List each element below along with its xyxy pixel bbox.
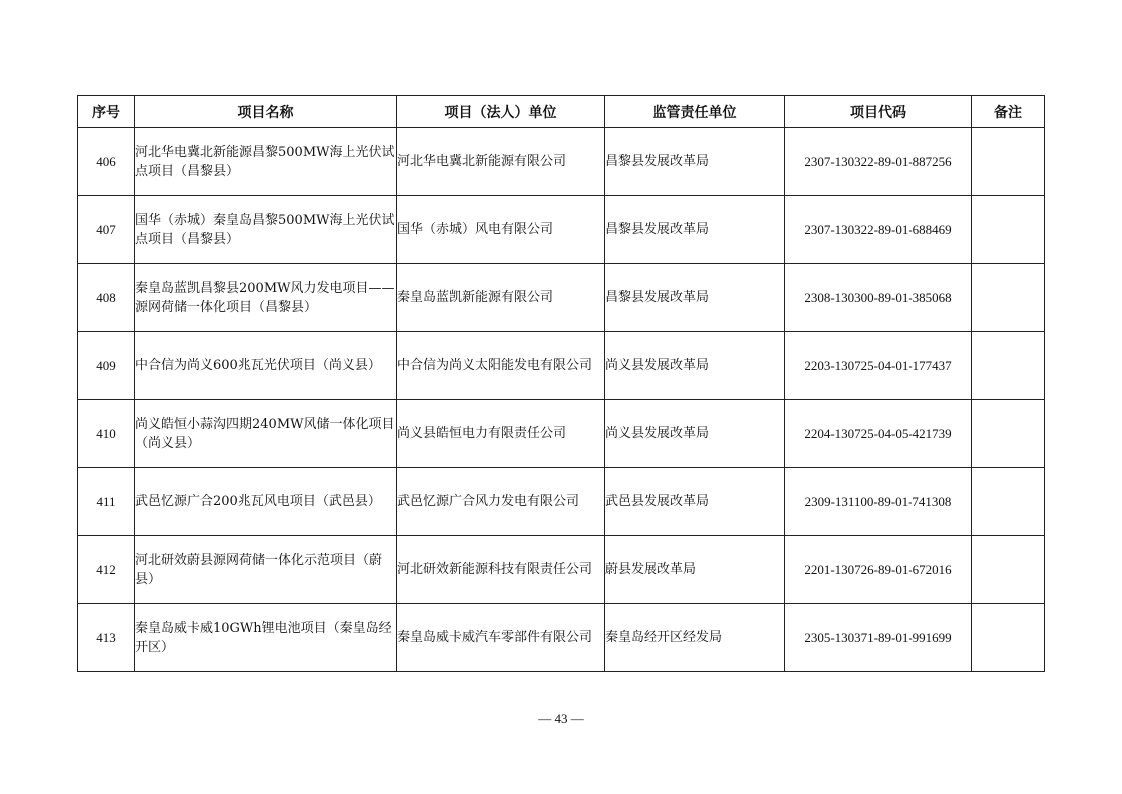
cell-project-unit: 河北华电冀北新能源有限公司 xyxy=(397,128,605,196)
cell-seq: 409 xyxy=(78,332,135,400)
cell-project-code: 2307-130322-89-01-688469 xyxy=(785,196,972,264)
cell-project-name: 尚义皓恒小蒜沟四期240MW风储一体化项目（尚义县） xyxy=(135,400,397,468)
cell-note xyxy=(972,400,1045,468)
cell-project-code: 2203-130725-04-01-177437 xyxy=(785,332,972,400)
cell-project-unit: 秦皇岛蓝凯新能源有限公司 xyxy=(397,264,605,332)
header-seq: 序号 xyxy=(78,96,135,128)
cell-project-code: 2204-130725-04-05-421739 xyxy=(785,400,972,468)
cell-project-code: 2308-130300-89-01-385068 xyxy=(785,264,972,332)
project-table xyxy=(77,95,1045,672)
cell-project-code: 2307-130322-89-01-887256 xyxy=(785,128,972,196)
cell-project-code: 2305-130371-89-01-991699 xyxy=(785,604,972,672)
cell-supervising-dept: 昌黎县发展改革局 xyxy=(605,128,785,196)
cell-note xyxy=(972,536,1045,604)
cell-project-name: 秦皇岛蓝凯昌黎县200MW风力发电项目——源网荷储一体化项目（昌黎县） xyxy=(135,264,397,332)
page-number: — 43 — xyxy=(538,711,584,726)
cell-supervising-dept: 昌黎县发展改革局 xyxy=(605,264,785,332)
cell-project-name: 武邑忆源广合200兆瓦风电项目（武邑县） xyxy=(135,468,397,536)
table-row xyxy=(78,264,1045,332)
header-project-unit: 项目（法人）单位 xyxy=(397,96,605,128)
table-row xyxy=(78,400,1045,468)
cell-supervising-dept: 昌黎县发展改革局 xyxy=(605,196,785,264)
header-supervising-dept: 监管责任单位 xyxy=(605,96,785,128)
cell-supervising-dept: 武邑县发展改革局 xyxy=(605,468,785,536)
cell-project-code: 2309-131100-89-01-741308 xyxy=(785,468,972,536)
cell-note xyxy=(972,332,1045,400)
table-header-row xyxy=(78,96,1045,128)
cell-seq: 412 xyxy=(78,536,135,604)
table-row xyxy=(78,332,1045,400)
cell-note xyxy=(972,196,1045,264)
cell-supervising-dept: 尚义县发展改革局 xyxy=(605,400,785,468)
header-project-name: 项目名称 xyxy=(135,96,397,128)
cell-project-name: 国华（赤城）秦皇岛昌黎500MW海上光伏试点项目（昌黎县） xyxy=(135,196,397,264)
cell-note xyxy=(972,128,1045,196)
table-row xyxy=(78,468,1045,536)
cell-project-name: 中合信为尚义600兆瓦光伏项目（尚义县） xyxy=(135,332,397,400)
cell-note xyxy=(972,604,1045,672)
cell-note xyxy=(972,468,1045,536)
cell-seq: 406 xyxy=(78,128,135,196)
cell-project-name: 秦皇岛威卡威10GWh锂电池项目（秦皇岛经开区） xyxy=(135,604,397,672)
table-row xyxy=(78,536,1045,604)
header-project-code: 项目代码 xyxy=(785,96,972,128)
cell-project-name: 河北研效蔚县源网荷储一体化示范项目（蔚县） xyxy=(135,536,397,604)
table-row xyxy=(78,196,1045,264)
cell-supervising-dept: 秦皇岛经开区经发局 xyxy=(605,604,785,672)
cell-project-unit: 国华（赤城）风电有限公司 xyxy=(397,196,605,264)
cell-project-unit: 河北研效新能源科技有限责任公司 xyxy=(397,536,605,604)
cell-seq: 407 xyxy=(78,196,135,264)
cell-seq: 408 xyxy=(78,264,135,332)
cell-seq: 410 xyxy=(78,400,135,468)
cell-project-unit: 武邑忆源广合风力发电有限公司 xyxy=(397,468,605,536)
cell-supervising-dept: 尚义县发展改革局 xyxy=(605,332,785,400)
cell-project-unit: 中合信为尚义太阳能发电有限公司 xyxy=(397,332,605,400)
cell-project-code: 2201-130726-89-01-672016 xyxy=(785,536,972,604)
cell-project-unit: 秦皇岛威卡威汽车零部件有限公司 xyxy=(397,604,605,672)
cell-project-unit: 尚义县皓恒电力有限责任公司 xyxy=(397,400,605,468)
cell-seq: 411 xyxy=(78,468,135,536)
cell-project-name: 河北华电冀北新能源昌黎500MW海上光伏试点项目（昌黎县） xyxy=(135,128,397,196)
header-note: 备注 xyxy=(972,96,1045,128)
cell-supervising-dept: 蔚县发展改革局 xyxy=(605,536,785,604)
cell-note xyxy=(972,264,1045,332)
table-row xyxy=(78,604,1045,672)
table-row xyxy=(78,128,1045,196)
cell-seq: 413 xyxy=(78,604,135,672)
